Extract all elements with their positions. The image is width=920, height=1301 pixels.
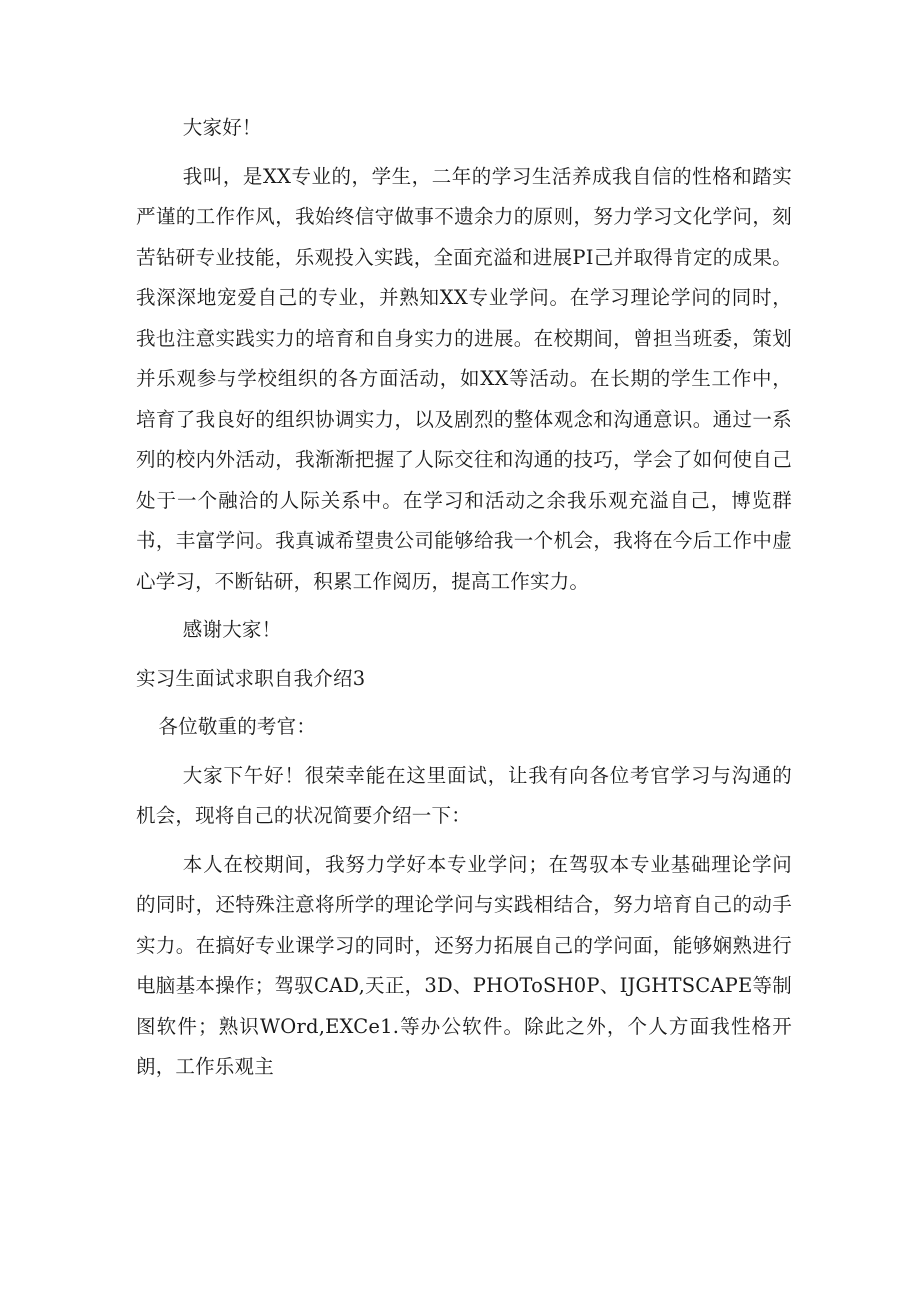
greeting-paragraph: 大家好！ — [182, 116, 262, 139]
opening-paragraph: 大家下午好！很荣幸能在这里面试，让我有向各位考官学习与沟通的机会，现将自己的状况简要介绍一下： — [136, 763, 792, 827]
thanks-paragraph: 感谢大家！ — [182, 618, 282, 641]
school-experience-paragraph: 本人在校期间，我努力学好本专业学问；在驾驭本专业基础理论学问的同时，还特殊注意将所学的理论学问与实践相结合，努力培育自己的动手实力。在搞好专业课学习的同时，还努力拓展自己的学问面，能够娴熟进行电脑基本操作；驾驭CAD,天正，3D、PHOToSH0P、IJGHTSCAPE等制图软件；熟识WOrd,EXCe1.等办公软件。除此之外，个人方面我性格开朗，工作乐观主 — [136, 852, 792, 1078]
salutation-paragraph: 各位敬重的考官： — [158, 715, 317, 738]
self-introduction-paragraph: 我叫，是XX专业的，学生，二年的学习生活养成我自信的性格和踏实严谨的工作作风，我始终信守做事不遗余力的原则，努力学习文化学问，刻苦钻研专业技能，乐观投入实践，全面充溢和进展PI己并取得肯定的成果。我深深地宠爱自己的专业，并熟知XX专业学问。在学习理论学问的同时，我也注意实践实力的培育和自身实力的进展。在校期间，曾担当班委，策划并乐观参与学校组织的各方面活动，如XX等活动。在长期的学生工作中，培育了我良好的组织协调实力，以及剧烈的整体观念和沟通意识。通过一系列的校内外活动，我渐渐把握了人际交往和沟通的技巧，学会了如何使自己处于一个融洽的人际关系中。在学习和活动之余我乐观充溢自己，博览群书，丰富学问。我真诚希望贵公司能够给我一个机会，我将在今后工作中虚心学习，不断钻研，积累工作阅历，提高工作实力。 — [136, 164, 792, 593]
document-body — [136, 108, 792, 1096]
section-heading: 实习生面试求职自我介绍3 — [136, 666, 366, 690]
